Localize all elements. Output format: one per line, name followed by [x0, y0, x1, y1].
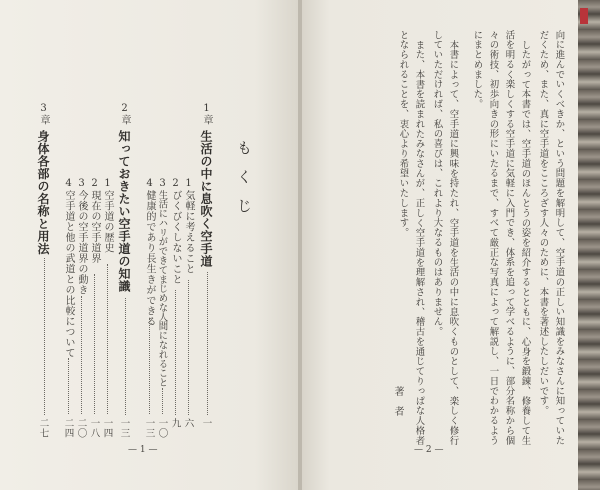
- item-1-1-leader: [188, 280, 189, 415]
- item-2-2-page: 一八: [88, 418, 100, 438]
- chapter-1-leader: [207, 272, 208, 415]
- item-1-2-page: 九: [169, 418, 181, 428]
- toc-title: もくじ: [235, 140, 253, 227]
- chapter-2-title: 知っておきたい空手道の知識: [117, 130, 131, 293]
- item-2-2-number: 2: [89, 178, 100, 190]
- item-1-1-page: 六: [182, 418, 194, 428]
- item-2-3-leader: [81, 296, 82, 414]
- red-bookmark-edge: [580, 8, 588, 24]
- item-2-4-page: 二四: [62, 418, 74, 438]
- item-2-3-title: 今後の空手道界の動き: [76, 190, 87, 295]
- chapter-2-number: 2章: [119, 103, 130, 125]
- item-1-3-number: 3: [157, 178, 168, 190]
- item-2-1-page: 一四: [101, 418, 113, 438]
- preface-line-10: となられることを、衷心より希望いたします。: [397, 30, 409, 238]
- item-1-2-number: 2: [170, 178, 181, 190]
- item-1-4-page: 一三: [143, 418, 155, 438]
- item-2-3-number: 3: [76, 178, 87, 190]
- chapter-2-leader: [125, 298, 126, 415]
- chapter-2-page: 一三: [118, 418, 130, 438]
- item-1-2-title: びくびくしないこと: [170, 190, 181, 285]
- item-2-1-title: 空手道の歴史: [102, 190, 113, 253]
- chapter-1-page: 一: [200, 418, 212, 428]
- chapter-3-number: 3章: [38, 103, 49, 125]
- item-1-4-leader: [149, 318, 150, 414]
- item-1-4-number: 4: [144, 178, 155, 190]
- preface-line-9: また、本書を読まれたみなさんが、正しく空手道を理解され、稽古を通じてりっぱな人格者: [413, 40, 425, 446]
- item-2-1-leader: [107, 264, 108, 414]
- chapter-3-leader: [44, 258, 45, 415]
- preface-line-2: だくため、また、真に空手道をこころざす人々のために、本書を著述したしだいです。: [537, 30, 549, 416]
- item-1-1-title: 気軽に考えること: [183, 190, 194, 274]
- preface-line-5: 々の術技、初歩向きの形にいたるまで、すべて厳正な写真によって解説し、一日でわかるよう: [487, 30, 499, 446]
- item-1-3-page: 一〇: [156, 418, 168, 438]
- right-page-preface: [302, 0, 578, 490]
- preface-line-4: 活を明るく楽しくする空手道に気軽に入門でき、体系を追って学べるように、部分名称から個: [503, 30, 515, 446]
- preface-line-1: 向に進んでいくべきか、という問題を解明して、空手道の正しい知識をみなさんに知っていた: [553, 30, 565, 446]
- preface-line-8: していただければ、私の喜びは、これより大なるものはありません。: [431, 30, 443, 337]
- item-1-1-number: 1: [183, 178, 194, 190]
- item-2-2-title: 現在の空手道界: [89, 190, 100, 264]
- chapter-3-title: 身体各部の名称と用法: [36, 130, 50, 255]
- chapter-1-title: 生活の中に息吹く空手道: [199, 130, 213, 268]
- chapter-3-page: 二七: [37, 418, 49, 438]
- right-page-number: — 2 —: [414, 445, 444, 455]
- left-page-number: — 1 —: [128, 445, 158, 455]
- item-2-1-number: 1: [102, 178, 113, 190]
- item-2-2-leader: [94, 274, 95, 414]
- preface-author: 著者: [392, 386, 403, 426]
- item-2-4-number: 4: [63, 178, 74, 190]
- item-2-3-page: 二〇: [75, 418, 87, 438]
- item-1-4-title: 健康的であり長生きができる: [144, 190, 155, 327]
- item-2-4-title: 空手道と他の武道との比較について: [63, 190, 74, 358]
- chapter-1-number: 1章: [201, 103, 212, 125]
- preface-line-7: 本書によって、空手道に興味を持たれ、空手道を生活の中に息吹くものとして、楽しく修行: [447, 40, 459, 446]
- item-1-3-leader: [162, 388, 163, 414]
- item-1-2-leader: [175, 290, 176, 415]
- preface-line-3: したがって本書では、空手道のほんとうの姿を紹介するとともに、心身を鍛錬、修養して生: [519, 40, 531, 446]
- item-1-3-title: 生活にハリができてまじめな人間になれること: [156, 190, 168, 388]
- item-2-4-leader: [68, 358, 69, 414]
- preface-line-6: にまとめました。: [471, 30, 483, 110]
- photo-strip-edge: [578, 0, 600, 490]
